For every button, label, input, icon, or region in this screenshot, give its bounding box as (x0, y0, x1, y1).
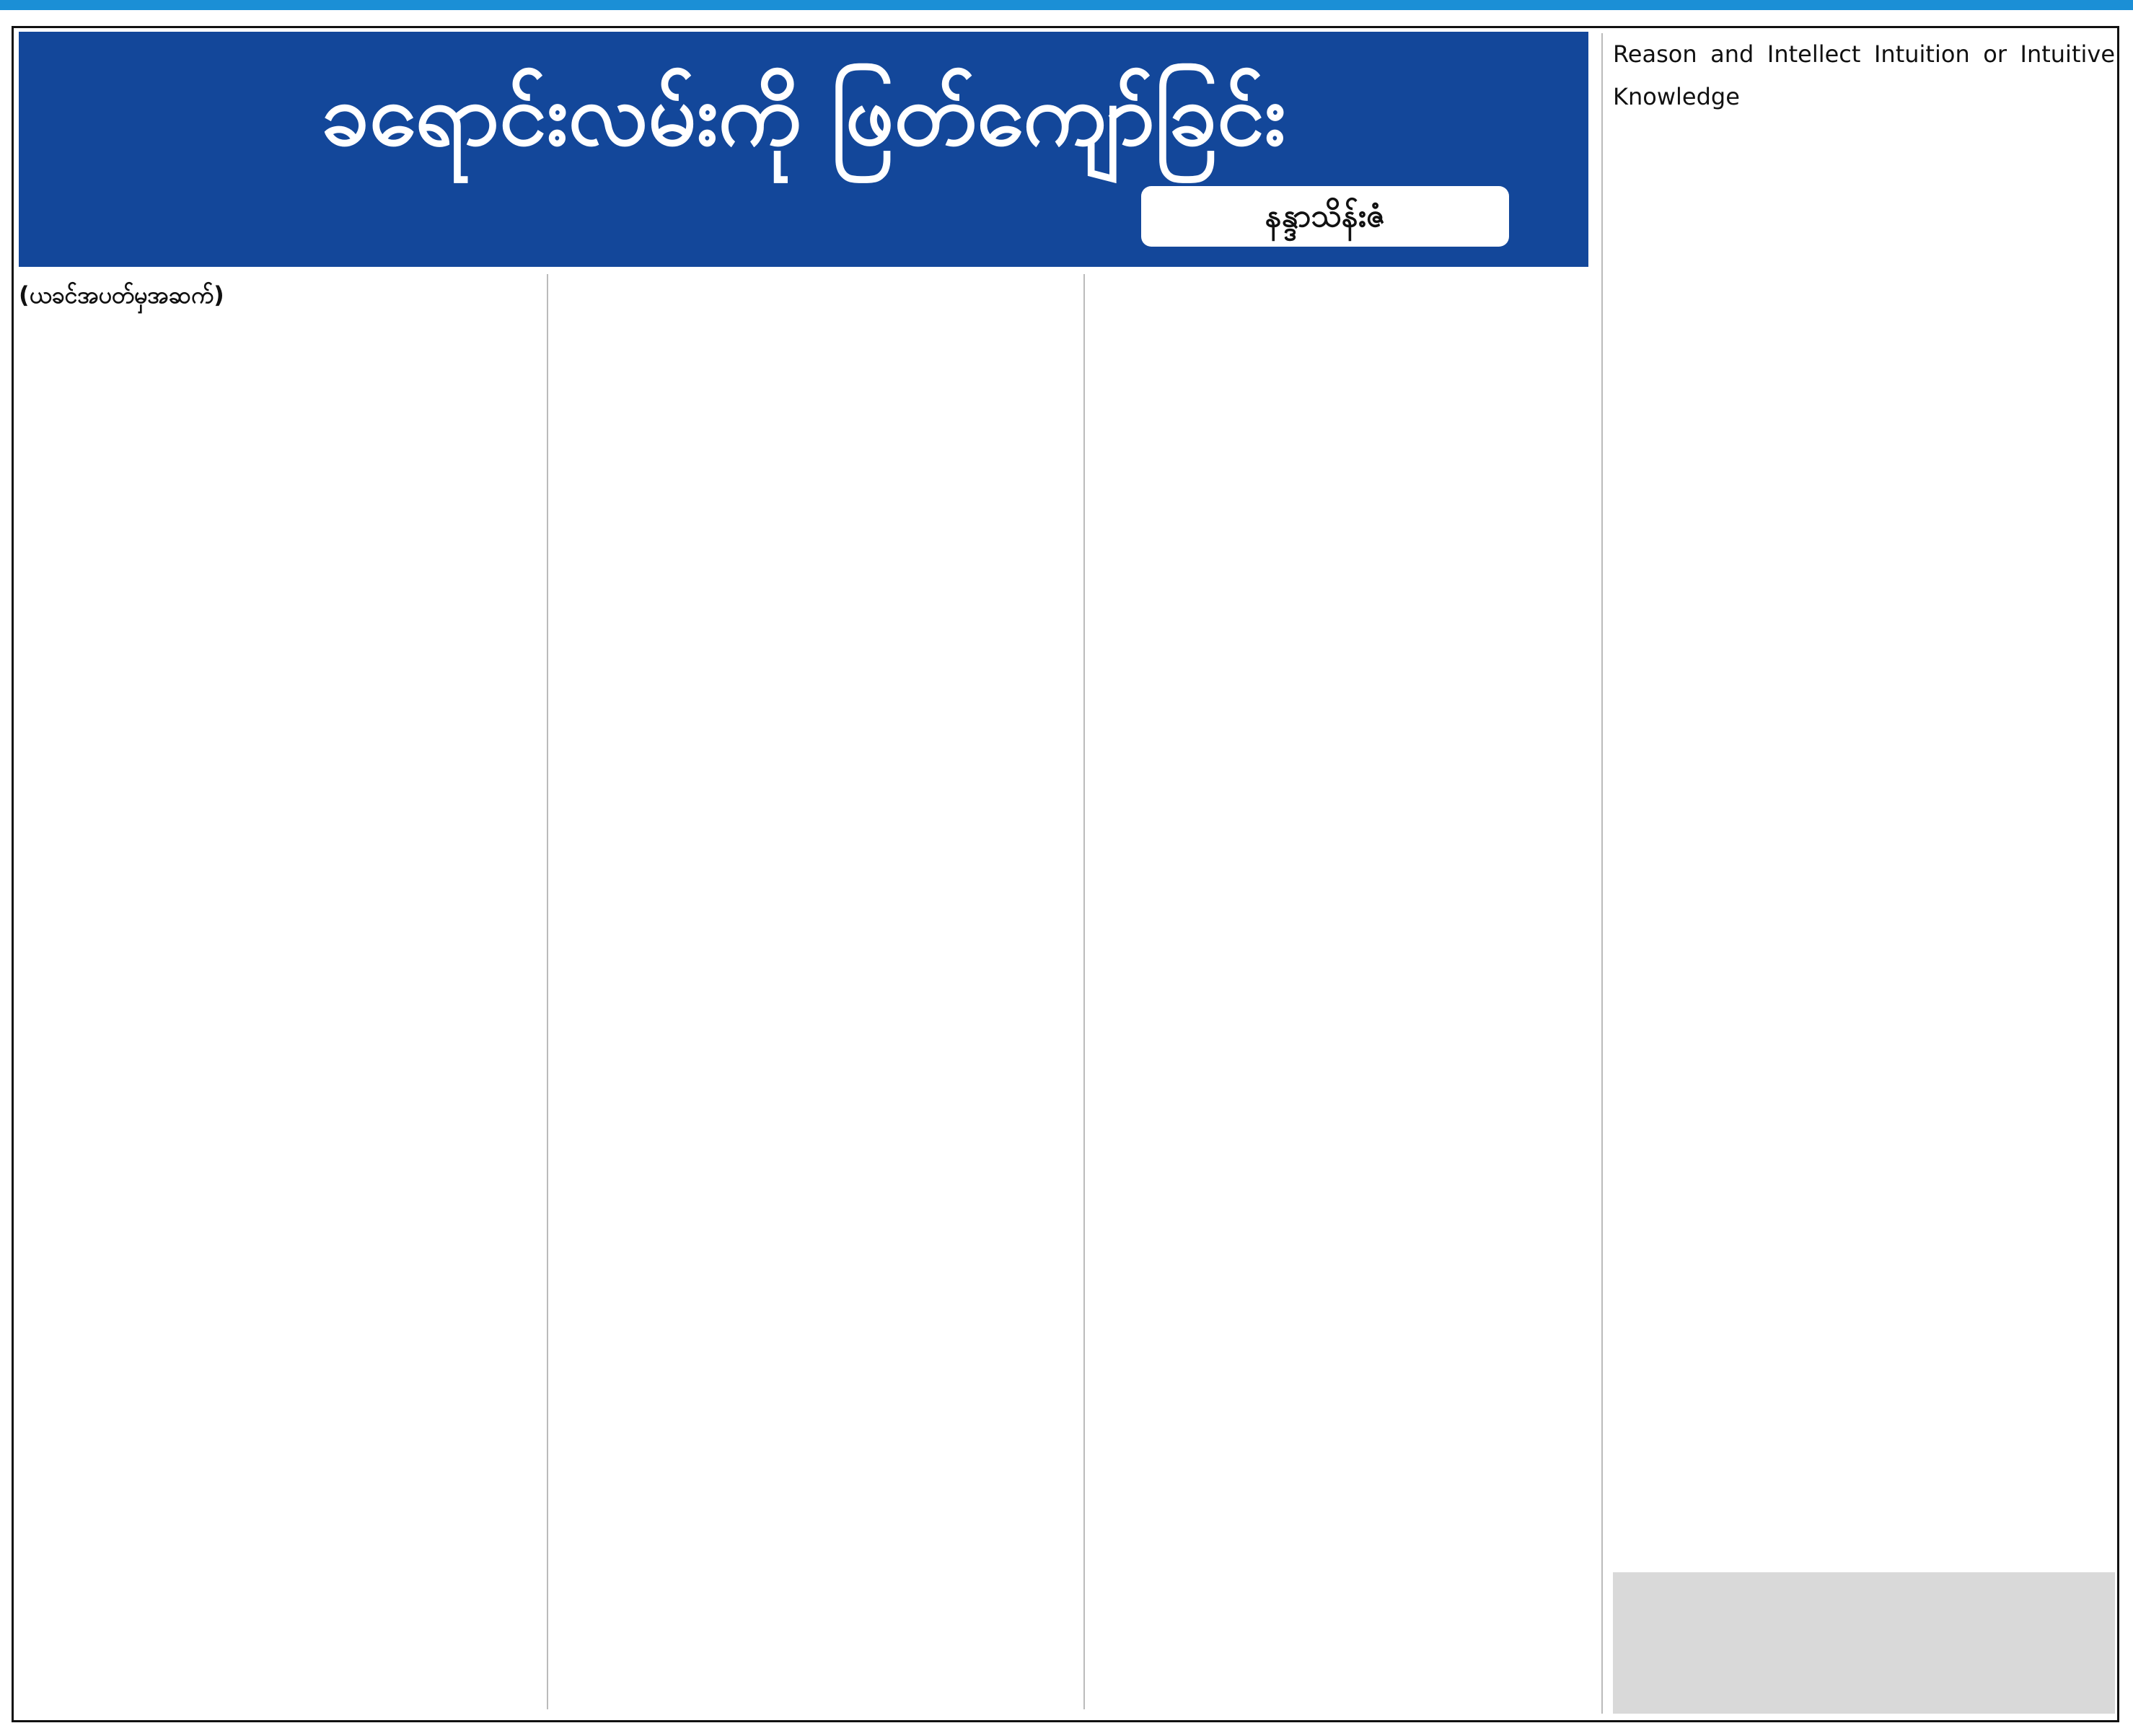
headline-banner (19, 32, 1588, 267)
column-divider (1083, 274, 1085, 1709)
article-column-3 (1092, 274, 1590, 1709)
paragraph (555, 402, 1076, 444)
paragraph (1613, 161, 2115, 203)
english-term: Reason and Intellect (1613, 40, 1861, 68)
headline: ခရောင်းလမ်းကို ဖြတ်ကျော်ခြင်း (321, 65, 1286, 164)
paragraph (1613, 118, 2115, 161)
paragraph (19, 402, 540, 444)
paragraph (19, 487, 540, 529)
paragraph (1092, 317, 1590, 359)
article-column-1 (19, 274, 540, 1709)
author-byline: နန္ဒာသိန်းဇံ (1141, 186, 1509, 247)
paragraph (1092, 274, 1590, 317)
top-color-rule (0, 0, 2133, 10)
paragraph (19, 359, 540, 402)
paragraph (555, 487, 1076, 529)
article-column-2 (555, 274, 1076, 1709)
paragraph (555, 317, 1076, 359)
paragraph (555, 444, 1076, 487)
paragraph (1092, 359, 1590, 402)
paragraph (19, 317, 540, 359)
paragraph (555, 274, 1076, 317)
column-divider (1601, 33, 1603, 1714)
article-column-4 (1613, 33, 2115, 1555)
paragraph (19, 444, 540, 487)
paragraph (555, 359, 1076, 402)
english-term: Intuition or Intuitive Knowledge (1613, 40, 2116, 110)
paragraph (1613, 33, 2115, 118)
continued-note: (ယခင်အပတ်မှအဆက်) (19, 281, 224, 309)
column-divider (547, 274, 548, 1709)
author-footnote-box (1613, 1572, 2115, 1714)
